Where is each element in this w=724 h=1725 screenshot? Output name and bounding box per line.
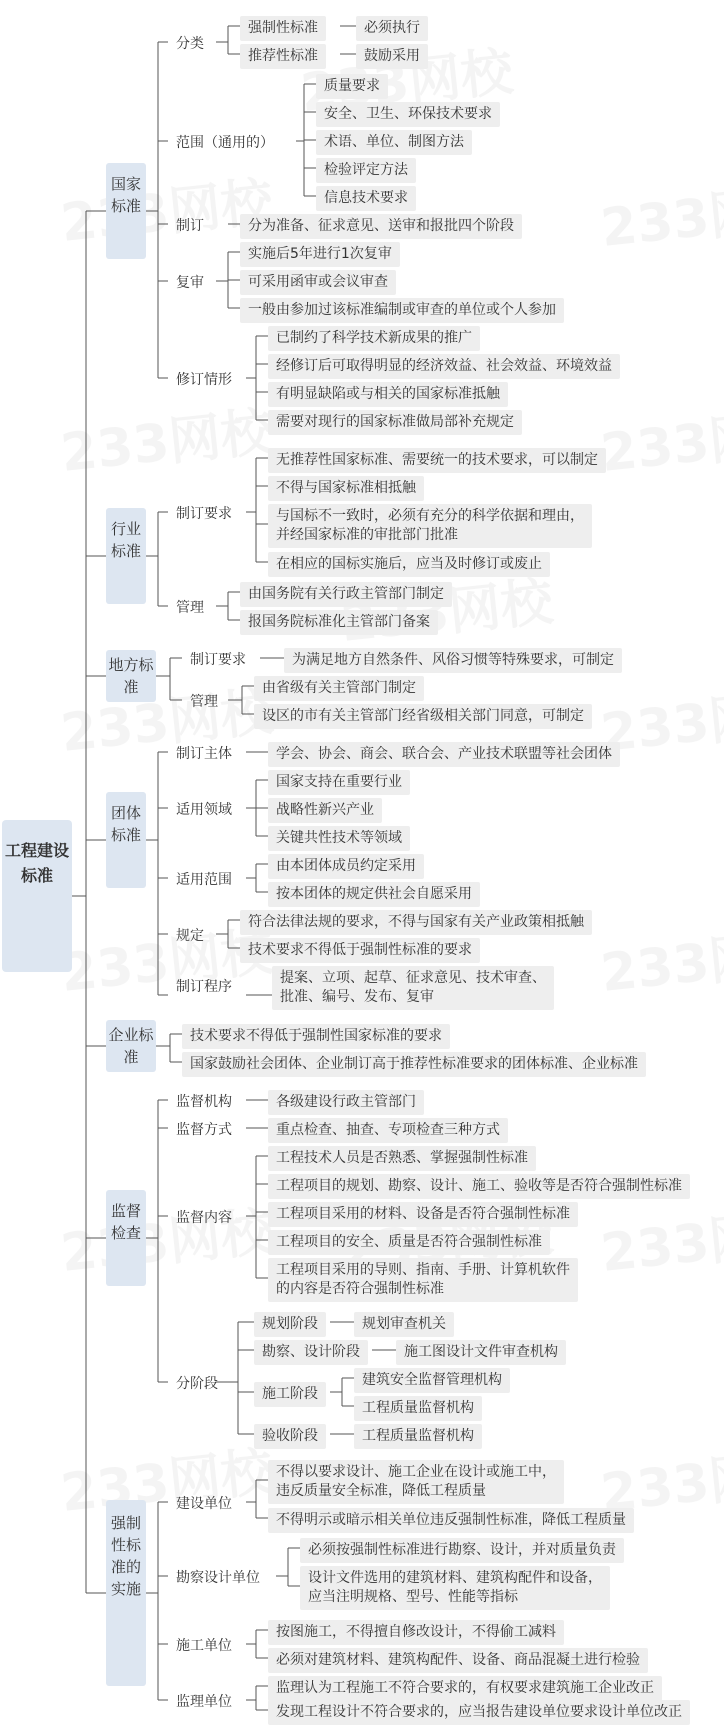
supervisor-item: 发现工程设计不符合要求的，应当报告建设单位要求设计单位改正 xyxy=(268,1700,690,1725)
node-group-fields: 适用领域 xyxy=(176,802,232,818)
node-formulate: 制订 xyxy=(176,218,204,234)
scope-item: 信息技术要求 xyxy=(316,186,416,211)
node-mandatory-std: 强制性标准 xyxy=(240,16,326,41)
enterprise-item: 国家鼓励社会团体、企业制订高于推荐性标准要求的团体标准、企业标准 xyxy=(182,1052,646,1077)
supervision-content-item: 工程项目的规划、勘察、设计、施工、验收等是否符合强制性标准 xyxy=(268,1174,690,1199)
root-node: 工程建设标准 xyxy=(2,820,72,972)
supervision-content-item: 工程技术人员是否熟悉、掌握强制性标准 xyxy=(268,1146,536,1171)
revise-item: 需要对现行的国家标准做局部补充规定 xyxy=(268,410,522,435)
stage-survey: 勘察、设计阶段 xyxy=(254,1340,368,1365)
node-supervision-agency: 监督机构 xyxy=(176,1094,232,1110)
industry-req-item: 在相应的国标实施后，应当及时修订或废止 xyxy=(268,552,550,577)
category-enterprise: 企业标准 xyxy=(106,1020,156,1072)
node-scope: 范围（通用的） xyxy=(176,135,274,151)
node-supervisor: 监理单位 xyxy=(176,1694,232,1710)
scope-item: 安全、卫生、环保技术要求 xyxy=(316,102,500,127)
node-group-procedure: 制订程序 xyxy=(176,979,232,995)
local-req-desc: 为满足地方自然条件、风俗习惯等特殊要求，可制定 xyxy=(284,648,622,673)
group-rule-item: 技术要求不得低于强制性标准的要求 xyxy=(240,938,480,963)
node-contractor: 施工单位 xyxy=(176,1638,232,1654)
scope-item: 术语、单位、制图方法 xyxy=(316,130,472,155)
node-review: 复审 xyxy=(176,275,204,291)
group-subject-desc: 学会、协会、商会、联合会、产业技术联盟等社会团体 xyxy=(268,742,620,767)
node-industry-management: 管理 xyxy=(176,600,204,616)
stage-construction: 施工阶段 xyxy=(254,1382,326,1407)
group-field-item: 国家支持在重要行业 xyxy=(268,770,410,795)
group-scope-item: 由本团体成员约定采用 xyxy=(268,854,424,879)
contractor-item: 按图施工，不得擅自修改设计，不得偷工减料 xyxy=(268,1620,564,1645)
local-mgmt-item: 设区的市有关主管部门经省级相关部门同意，可制定 xyxy=(254,704,592,729)
formulate-desc: 分为准备、征求意见、送审和报批四个阶段 xyxy=(240,214,522,239)
node-group-rules: 规定 xyxy=(176,928,204,944)
local-mgmt-item: 由省级有关主管部门制定 xyxy=(254,676,424,701)
review-item: 可采用函审或会议审查 xyxy=(240,270,396,295)
designer-item: 必须按强制性标准进行勘察、设计，并对质量负责 xyxy=(300,1538,624,1563)
stage-planning: 规划阶段 xyxy=(254,1312,326,1337)
node-supervision-content: 监督内容 xyxy=(176,1210,232,1226)
stage-construction-org: 工程质量监督机构 xyxy=(354,1396,482,1421)
node-revise: 修订情形 xyxy=(176,372,232,388)
node-group-subject: 制订主体 xyxy=(176,746,232,762)
node-supervision-method: 监督方式 xyxy=(176,1122,232,1138)
scope-item: 质量要求 xyxy=(316,74,388,99)
designer-item: 设计文件选用的建筑材料、建筑构配件和设备， 应当注明规格、型号、性能等指标 xyxy=(300,1566,610,1610)
node-group-scope: 适用范围 xyxy=(176,872,232,888)
supervision-content-item: 工程项目采用的导则、指南、手册、计算机软件 的内容是否符合强制性标准 xyxy=(268,1258,578,1302)
stage-survey-org: 施工图设计文件审查机构 xyxy=(396,1340,566,1365)
group-field-item: 战略性新兴产业 xyxy=(268,798,382,823)
industry-mgmt-item: 由国务院有关行政主管部门制定 xyxy=(240,582,452,607)
group-procedure-desc: 提案、立项、起草、征求意见、技术审查、 批准、编号、发布、复审 xyxy=(272,966,554,1010)
enterprise-item: 技术要求不得低于强制性国家标准的要求 xyxy=(182,1024,450,1049)
industry-mgmt-item: 报国务院标准化主管部门备案 xyxy=(240,610,438,635)
revise-item: 经修订后可取得明显的经济效益、社会效益、环境效益 xyxy=(268,354,620,379)
stage-construction-org: 建筑安全监督管理机构 xyxy=(354,1368,510,1393)
scope-item: 检验评定方法 xyxy=(316,158,416,183)
builder-item: 不得以要求设计、施工企业在设计或施工中， 违反质量安全标准，降低工程质量 xyxy=(268,1460,564,1504)
category-industry: 行业标准 xyxy=(106,508,146,604)
industry-req-item: 与国标不一致时，必须有充分的科学依据和理由， 并经国家标准的审批部门批准 xyxy=(268,504,592,548)
stage-acceptance: 验收阶段 xyxy=(254,1424,326,1449)
industry-req-item: 无推荐性国家标准、需要统一的技术要求，可以制定 xyxy=(268,448,606,473)
stage-acceptance-org: 工程质量监督机构 xyxy=(354,1424,482,1449)
node-industry-requirements: 制订要求 xyxy=(176,506,232,522)
node-classify: 分类 xyxy=(176,36,204,52)
node-encourage: 鼓励采用 xyxy=(356,44,428,69)
category-national: 国家标准 xyxy=(106,163,146,259)
category-local: 地方标准 xyxy=(106,650,156,702)
node-local-requirements: 制订要求 xyxy=(190,652,246,668)
category-supervision: 监督检查 xyxy=(106,1190,146,1286)
contractor-item: 必须对建筑材料、建筑构配件、设备、商品混凝土进行检验 xyxy=(268,1648,648,1673)
group-field-item: 关键共性技术等领域 xyxy=(268,826,410,851)
node-must-execute: 必须执行 xyxy=(356,16,428,41)
builder-item: 不得明示或暗示相关单位违反强制性标准，降低工程质量 xyxy=(268,1508,634,1533)
revise-item: 已制约了科学技术新成果的推广 xyxy=(268,326,480,351)
review-item: 一般由参加过该标准编制或审查的单位或个人参加 xyxy=(240,298,564,323)
supervisor-item: 监理认为工程施工不符合要求的，有权要求建筑施工企业改正 xyxy=(268,1676,662,1701)
supervision-agency-desc: 各级建设行政主管部门 xyxy=(268,1090,424,1115)
category-group: 团体标准 xyxy=(106,792,146,888)
node-recommended-std: 推荐性标准 xyxy=(240,44,326,69)
group-scope-item: 按本团体的规定供社会自愿采用 xyxy=(268,882,480,907)
node-supervision-stages: 分阶段 xyxy=(176,1376,218,1392)
supervision-method-desc: 重点检查、抽查、专项检查三种方式 xyxy=(268,1118,508,1143)
review-item: 实施后5年进行1次复审 xyxy=(240,242,400,267)
node-local-management: 管理 xyxy=(190,694,218,710)
category-mandatory: 强制性标准的实施 xyxy=(106,1500,146,1686)
group-rule-item: 符合法律法规的要求，不得与国家有关产业政策相抵触 xyxy=(240,910,592,935)
supervision-content-item: 工程项目采用的材料、设备是否符合强制性标准 xyxy=(268,1202,578,1227)
node-designer: 勘察设计单位 xyxy=(176,1570,260,1586)
node-builder: 建设单位 xyxy=(176,1496,232,1512)
revise-item: 有明显缺陷或与相关的国家标准抵触 xyxy=(268,382,508,407)
supervision-content-item: 工程项目的安全、质量是否符合强制性标准 xyxy=(268,1230,550,1255)
stage-planning-org: 规划审查机关 xyxy=(354,1312,454,1337)
industry-req-item: 不得与国家标准相抵触 xyxy=(268,476,424,501)
